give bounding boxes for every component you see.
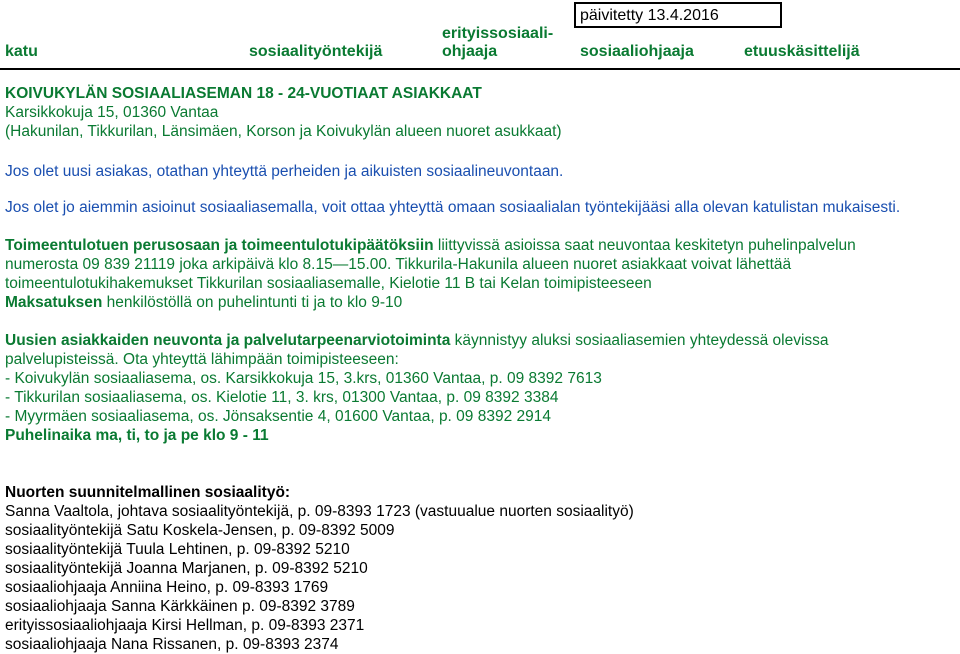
header-divider bbox=[0, 68, 960, 70]
new-clients-heading: Uusien asiakkaiden neuvonta ja palvelutarpeenarviotoiminta bbox=[5, 332, 451, 349]
new-clients-line bbox=[5, 331, 829, 350]
toimeentulotuki-line bbox=[5, 255, 856, 274]
staff-item: sosiaalityöntekijä Tuula Lehtinen, p. 09-8392 5210 bbox=[5, 541, 350, 558]
maksatus-text: henkilöstöllä on puhelintunti ti ja to klo 9-10 bbox=[102, 294, 403, 311]
column-header-etuuskasittelija: etuuskäsittelijä bbox=[744, 43, 860, 60]
toimeentulotuki-text: 15.00. bbox=[348, 256, 392, 273]
phone-hours: Puhelinaika ma, ti, to ja pe klo 9 - 11 bbox=[5, 427, 269, 444]
toimeentulotuki-text: liittyvissä asioissa saat neuvontaa keskitetyn puhelinpalvelun bbox=[433, 237, 856, 254]
toimeentulotuki-block bbox=[5, 236, 856, 312]
toimeentulotuki-heading: Toimeentulotuen perusosaan ja toimeentulotukipäätöksiin bbox=[5, 237, 434, 254]
staff-item: Sanna Vaaltola, johtava sosiaalityöntekijä, p. 09-8393 1723 (vastuualue nuorten sosiaalityö) bbox=[5, 503, 634, 520]
office-title: KOIVUKYLÄN SOSIAALIASEMAN 18 - 24-VUOTIAAT ASIAKKAAT bbox=[5, 85, 482, 102]
office-address: Karsikkokuja 15, 01360 Vantaa bbox=[5, 104, 219, 121]
updated-date-box: päivitetty 13.4.2016 bbox=[574, 2, 782, 28]
office-block bbox=[5, 84, 562, 141]
toimeentulotuki-dash: — bbox=[332, 256, 349, 273]
new-clients-line: palvelupisteissä. Ota yhteyttä lähimpään toimipisteeseen: bbox=[5, 351, 399, 368]
toimeentulotuki-text: numerosta 09 839 21119 joka arkipäivä klo 8.15 bbox=[5, 256, 333, 273]
office-areas: (Hakunilan, Tikkurilan, Länsimäen, Korson ja Koivukylän alueen nuoret asukkaat) bbox=[5, 123, 562, 140]
toimeentulotuki-text: Tikkurila-Hakunila alueen nuoret asiakkaat voivat lähettää bbox=[391, 256, 792, 273]
new-clients-text: käynnistyy aluksi sosiaaliasemien yhteydessä olevissa bbox=[450, 332, 829, 349]
staff-item: sosiaaliohjaaja Anniina Heino, p. 09-8393 1769 bbox=[5, 579, 329, 596]
staff-item: sosiaalityöntekijä Satu Koskela-Jensen, p. 09-8392 5009 bbox=[5, 522, 395, 539]
maksatus-heading: Maksatuksen bbox=[5, 294, 103, 311]
youth-social-work-block bbox=[5, 483, 634, 654]
toimeentulotuki-line: toimeentulotukihakemukset Tikkurilan sosiaaliasemalle, Kielotie 11 B tai Kelan toimipisteeseen bbox=[5, 275, 652, 292]
column-header-sosiaalityontekija: sosiaalityöntekijä bbox=[249, 43, 383, 60]
staff-item: sosiaaliohjaaja Sanna Kärkkäinen p. 09-8392 3789 bbox=[5, 598, 355, 615]
column-header-sosiaaliohjaaja: sosiaaliohjaaja bbox=[580, 43, 694, 60]
existing-client-info: Jos olet jo aiemmin asioinut sosiaaliasemalla, voit ottaa yhteyttä omaan sosiaalialan työntekijääsi alla olevan katulistan mukaisesti. bbox=[5, 199, 901, 216]
station-item: - Koivukylän sosiaaliasema, os. Karsikkokuja 15, 3.krs, 01360 Vantaa, p. 09 8392 7613 bbox=[5, 370, 602, 387]
youth-social-work-title: Nuorten suunnitelmallinen sosiaalityö: bbox=[5, 484, 291, 501]
new-clients-block bbox=[5, 331, 829, 445]
column-header-erityissosiaaliohjaaja bbox=[442, 25, 553, 61]
new-client-info: Jos olet uusi asiakas, otathan yhteyttä perheiden ja aikuisten sosiaalineuvontaan. bbox=[5, 163, 564, 180]
column-header-line: ohjaaja bbox=[442, 43, 498, 60]
column-header-line: erityissosiaali- bbox=[442, 25, 554, 42]
column-header-katu: katu bbox=[5, 43, 38, 60]
staff-item: sosiaaliohjaaja Nana Rissanen, p. 09-8393 2374 bbox=[5, 636, 339, 653]
station-item: - Myyrmäen sosiaaliasema, os. Jönsaksentie 4, 01600 Vantaa, p. 09 8392 2914 bbox=[5, 408, 551, 425]
staff-item: sosiaalityöntekijä Joanna Marjanen, p. 09-8392 5210 bbox=[5, 560, 368, 577]
maksatus-line bbox=[5, 293, 856, 312]
toimeentulotuki-line bbox=[5, 236, 856, 255]
station-item: - Tikkurilan sosiaaliasema, os. Kielotie 11, 3. krs, 01300 Vantaa, p. 09 8392 3384 bbox=[5, 389, 559, 406]
staff-item: erityissosiaaliohjaaja Kirsi Hellman, p. 09-8393 2371 bbox=[5, 617, 365, 634]
